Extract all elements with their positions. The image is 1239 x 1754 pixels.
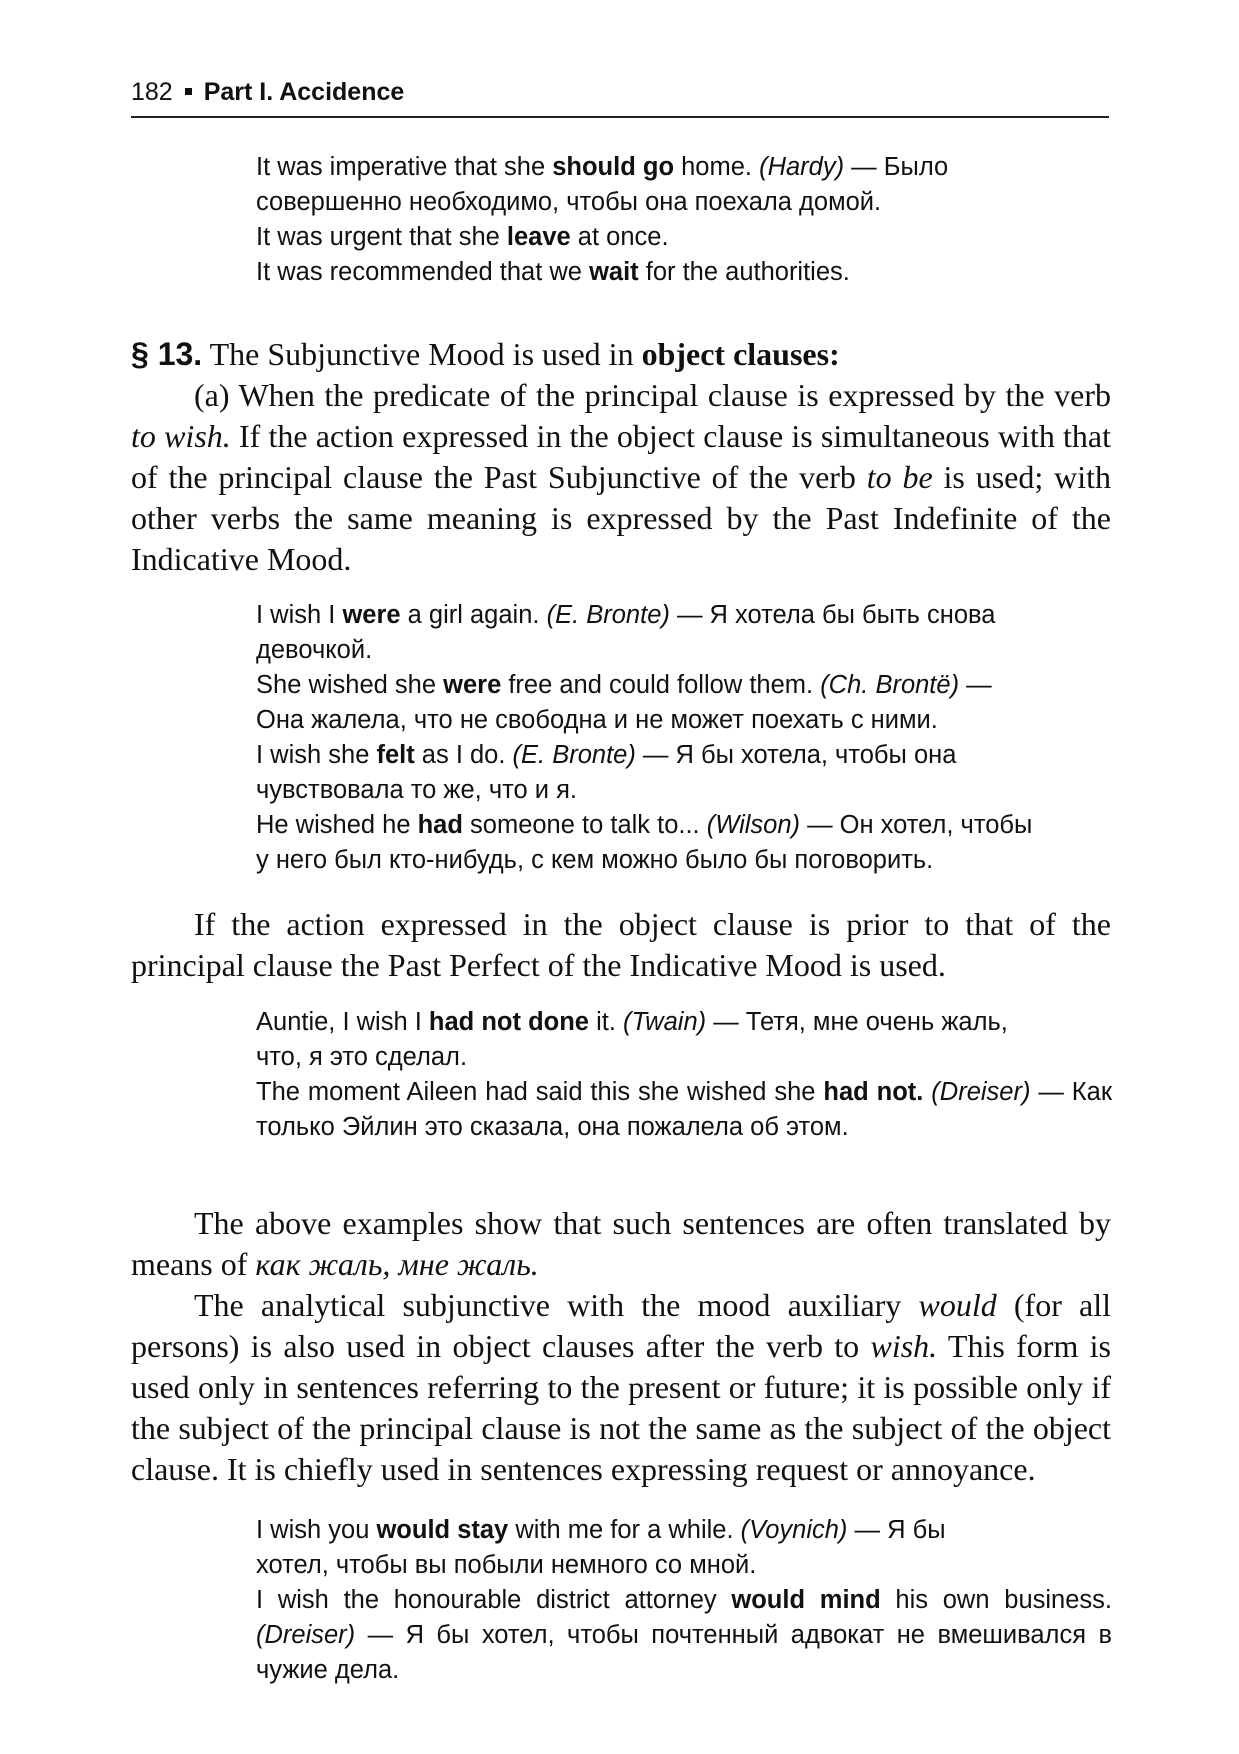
example-block-3 [256, 1005, 1112, 1145]
bullet-icon [185, 88, 192, 95]
header-rule [131, 116, 1109, 118]
paragraph-prior: If the action expressed in the object clause is prior to that of the principal clause the Past Perfect of the Indicative Mood is used. [131, 906, 1111, 983]
example-block-2 [256, 598, 1112, 878]
section-13 [131, 334, 1111, 580]
example-sentence: The moment Aileen had said this she wished she had not. (Dreiser) — Как только Эйлин это сказала, она пожалела об этом. [256, 1078, 1112, 1141]
example-sentence: It was urgent that she leave at once. [256, 223, 669, 251]
paragraph-a: (a) When the predicate of the principal clause is expressed by the verb to wish. If the action expressed in the object clause is simultaneous with that of the principal clause the Past Subjunctive of the verb to be is used; with other verbs the same meaning is expressed by the Past Indefinite of the Indicative Mood. [131, 377, 1112, 577]
example-sentence: I wish she felt as I do. (E. Bronte) — Я бы хотела, чтобы она чувствовала то же, что и я. [256, 741, 957, 804]
example-sentence: She wished she were free and could follow them. (Ch. Brontë) — Она жалела, что не свободна и не может поехать с ними. [256, 671, 992, 734]
example-block-4 [256, 1513, 1112, 1688]
example-sentence: It was imperative that she should go home. (Hardy) — Было совершенно необходимо, чтобы она поехала домой. [256, 153, 949, 216]
example-block-1 [256, 150, 1112, 290]
section-heading: § 13. The Subjunctive Mood is used in object clauses: [131, 336, 840, 372]
page-number: 182 [131, 78, 173, 106]
running-header [131, 78, 404, 107]
part-title: Part I. Accidence [203, 78, 405, 106]
example-sentence: It was recommended that we wait for the authorities. [256, 258, 850, 286]
paragraph-analytical: The analytical subjunctive with the mood auxiliary would (for all persons) is also used in object clauses after the verb to wish. This form is used only in sentences referring to the present or future; it is possible only if the subject of the principal clause is not the same as the subject of the object clause. It is chiefly used in sentences expressing request or annoyance. [131, 1287, 1112, 1487]
example-sentence: Auntie, I wish I had not done it. (Twain) — Тетя, мне очень жаль, что, я это сделал. [256, 1008, 1008, 1071]
paragraph-translation: The above examples show that such sentences are often translated by means of как жаль, мне жаль. The analytical subjunctive with the mood auxiliary would (for all persons) is also used in object clauses after the verb to wish. This form is used only in sentences referring to the present or future; it is possible only if the subject of the principal clause is not the same as the subject of the object clause. It is chiefly used in sentences expressing request or annoyance. [131, 1203, 1111, 1490]
section-mark: § 13. [131, 336, 203, 372]
example-sentence: I wish you would stay with me for a while. (Voynich) — Я бы хотел, чтобы вы побыли немного со мной. [256, 1516, 946, 1579]
example-sentence: He wished he had someone to talk to... (Wilson) — Он хотел, чтобы у него был кто-нибудь, с кем можно было бы поговорить. [256, 811, 1033, 874]
example-sentence: I wish the honourable district attorney would mind his own business. (Dreiser) — Я бы хотел, чтобы почтенный адвокат не вмешивался в чужие дела. [256, 1586, 1112, 1684]
example-sentence: I wish I were a girl again. (E. Bronte) — Я хотела бы быть снова девочкой. [256, 601, 996, 664]
